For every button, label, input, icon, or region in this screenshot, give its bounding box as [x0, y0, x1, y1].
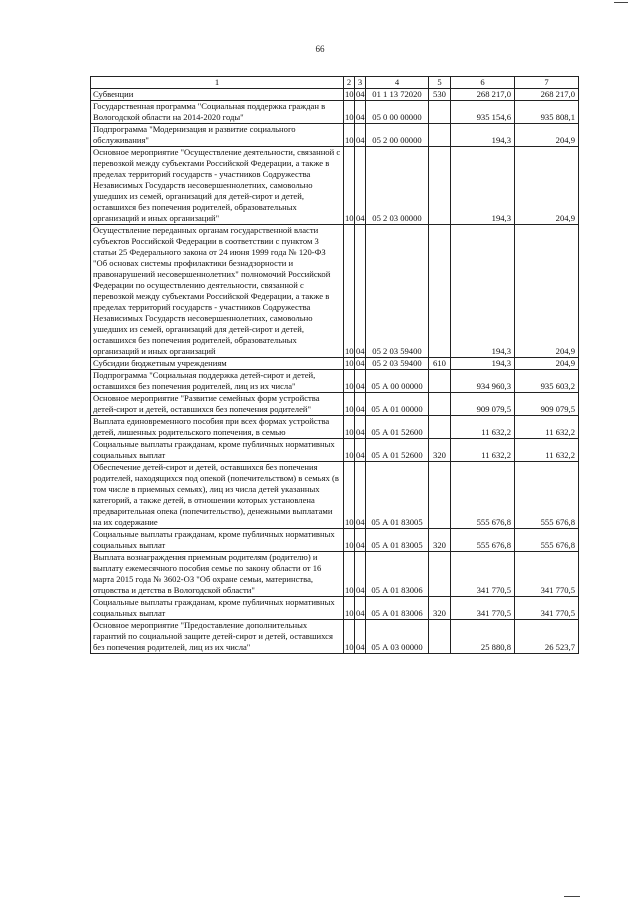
header-col-5: 5 [429, 77, 451, 89]
table-row [91, 439, 579, 462]
cell-target-article: 05 А 01 52600 [366, 416, 429, 439]
cell-expense-type [429, 620, 451, 654]
cell-target-article: 05 А 01 83005 [366, 462, 429, 529]
cell-target-article: 05 0 00 00000 [366, 101, 429, 124]
cell-target-article: 05 2 03 59400 [366, 358, 429, 370]
cell-target-article: 05 А 01 00000 [366, 393, 429, 416]
cell-amount-year2: 11 632,2 [515, 416, 579, 439]
cell-target-article: 05 А 01 52600 [366, 439, 429, 462]
cell-amount-year1: 555 676,8 [451, 462, 515, 529]
cell-subsection: 04 [355, 147, 366, 225]
cell-amount-year1: 341 770,5 [451, 552, 515, 597]
cell-section: 10 [344, 462, 355, 529]
table-row [91, 393, 579, 416]
cell-amount-year1: 194,3 [451, 124, 515, 147]
cell-expense-type [429, 552, 451, 597]
cell-target-article: 05 А 01 83006 [366, 597, 429, 620]
cell-amount-year1: 909 079,5 [451, 393, 515, 416]
cell-expense-type: 320 [429, 529, 451, 552]
cell-section: 10 [344, 620, 355, 654]
cell-section: 10 [344, 439, 355, 462]
cell-name: Государственная программа "Социальная поддержка граждан в Вологодской области на 2014-2020 годы" [91, 101, 344, 124]
cell-expense-type [429, 225, 451, 358]
header-col-4: 4 [366, 77, 429, 89]
scan-corner-mark-bottom [564, 896, 580, 897]
cell-expense-type [429, 124, 451, 147]
table-row [91, 358, 579, 370]
cell-amount-year1: 935 154,6 [451, 101, 515, 124]
cell-amount-year1: 11 632,2 [451, 416, 515, 439]
cell-subsection: 04 [355, 225, 366, 358]
cell-expense-type [429, 147, 451, 225]
cell-section: 10 [345, 358, 354, 368]
cell-name: Субвенции [91, 89, 344, 101]
cell-expense-type [429, 101, 451, 124]
cell-amount-year1: 194,3 [451, 147, 515, 225]
cell-expense-type: 320 [429, 597, 451, 620]
cell-section: 10 [344, 147, 355, 225]
table-row [91, 124, 579, 147]
cell-name: Социальные выплаты гражданам, кроме публичных нормативных социальных выплат [91, 439, 344, 462]
cell-expense-type: 530 [429, 89, 451, 101]
cell-expense-type: 610 [429, 358, 451, 370]
cell-expense-type [429, 462, 451, 529]
header-row [91, 77, 579, 89]
cell-section: 10 [344, 393, 355, 416]
cell-section: 10 [344, 529, 355, 552]
table-row [91, 101, 579, 124]
cell-expense-type [429, 416, 451, 439]
cell-amount-year2: 935 603,2 [515, 370, 579, 393]
cell-section: 10 [344, 597, 355, 620]
cell-subsection: 04 [355, 416, 366, 439]
cell-section: 10 [345, 89, 354, 99]
cell-name: Социальные выплаты гражданам, кроме публичных нормативных социальных выплат [91, 597, 344, 620]
cell-target-article: 05 А 01 83006 [366, 552, 429, 597]
cell-amount-year2: 341 770,5 [515, 552, 579, 597]
table-row [91, 89, 579, 101]
cell-name: Осуществление переданных органам государственной власти субъектов Российской Федерации в соответствии с пунктом 3 статьи 25 Федерального закона от 24 июня 1999 года № 120-ФЗ "Об основах системы профилактики безнадзорности и правонарушений несовершеннолетних" полномочий Российской Федерации по осуществлению деятельности, связанной с перевозкой между субъектами Российской Федерации, а также в пределах территорий государств - участников Содружества Независимых Государств несовершеннолетних, самовольно ушедших из семей, организаций для детей-сирот и детей, оставшихся без попечения родителей, образовательных организаций и иных организаций [91, 225, 344, 358]
cell-expense-type [429, 370, 451, 393]
cell-amount-year2: 341 770,5 [515, 597, 579, 620]
cell-amount-year1: 341 770,5 [451, 597, 515, 620]
header-col-6: 6 [451, 77, 515, 89]
header-col-2: 2 [344, 77, 355, 89]
cell-section: 10 [344, 416, 355, 439]
cell-expense-type: 320 [429, 439, 451, 462]
cell-amount-year2: 268 217,0 [515, 89, 579, 101]
header-col-1: 1 [91, 77, 344, 89]
table-row [91, 620, 579, 654]
table-row [91, 370, 579, 393]
cell-subsection: 04 [355, 552, 366, 597]
cell-subsection: 04 [356, 89, 365, 99]
cell-subsection: 04 [355, 101, 366, 124]
scan-corner-mark-top [614, 2, 628, 3]
cell-amount-year1: 555 676,8 [451, 529, 515, 552]
cell-amount-year2: 555 676,8 [515, 529, 579, 552]
cell-target-article: 05 А 01 83005 [366, 529, 429, 552]
cell-subsection: 04 [355, 393, 366, 416]
cell-name: Основное мероприятие "Предоставление дополнительных гарантий по социальной защите детей-сирот и детей, оставшихся без попечения родителей, лиц из их числа" [91, 620, 344, 654]
cell-amount-year2: 935 808,1 [515, 101, 579, 124]
cell-amount-year1: 934 960,3 [451, 370, 515, 393]
cell-name: Основное мероприятие "Осуществление деятельности, связанной с перевозкой между субъектами Российской Федерации, а также в пределах территорий государств - участников Содружества Независимых Государств несовершеннолетних, самовольно ушедших из семей, организаций для детей-сирот и детей, оставшихся без попечения родителей, образовательных организаций и иных организаций" [91, 147, 344, 225]
cell-amount-year1: 11 632,2 [451, 439, 515, 462]
cell-section: 10 [344, 225, 355, 358]
cell-target-article: 05 А 03 00000 [366, 620, 429, 654]
cell-subsection: 04 [355, 529, 366, 552]
cell-subsection: 04 [356, 358, 365, 368]
cell-expense-type [429, 393, 451, 416]
cell-name: Субсидии бюджетным учреждениям [91, 358, 344, 370]
cell-section: 10 [344, 124, 355, 147]
cell-subsection: 04 [355, 370, 366, 393]
cell-name: Выплата единовременного пособия при всех формах устройства детей, лишенных родительского попечения, в семью [91, 416, 344, 439]
cell-target-article: 05 А 00 00000 [366, 370, 429, 393]
header-col-3: 3 [355, 77, 366, 89]
cell-amount-year2: 204,9 [515, 358, 579, 370]
cell-amount-year2: 11 632,2 [515, 439, 579, 462]
cell-name: Социальные выплаты гражданам, кроме публичных нормативных социальных выплат [91, 529, 344, 552]
table-row [91, 147, 579, 225]
cell-section: 10 [344, 101, 355, 124]
cell-name: Обеспечение детей-сирот и детей, оставшихся без попечения родителей, находящихся под опекой (попечительством) в семьях (в том числе в приемных семьях), лиц из числа детей указанных категорий, а также детей, в отношении которых установлена предварительная опека (попечительство), денежными выплатами на их содержание [91, 462, 344, 529]
table-row [91, 552, 579, 597]
cell-target-article: 01 1 13 72020 [366, 89, 429, 101]
cell-section: 10 [344, 552, 355, 597]
cell-subsection: 04 [355, 439, 366, 462]
table-row [91, 225, 579, 358]
cell-amount-year1: 268 217,0 [451, 89, 515, 101]
cell-amount-year1: 194,3 [451, 225, 515, 358]
table-row [91, 416, 579, 439]
table-row [91, 462, 579, 529]
cell-target-article: 05 2 03 59400 [366, 225, 429, 358]
cell-name: Основное мероприятие "Развитие семейных форм устройства детей-сирот и детей, оставшихся без попечения родителей" [91, 393, 344, 416]
cell-name: Выплата вознаграждения приемным родителям (родителю) и выплату ежемесячного пособия семье по закону области от 16 марта 2015 года № 3602-ОЗ "Об охране семьи, материнства, отцовства и детства в Вологодской области" [91, 552, 344, 597]
cell-amount-year1: 25 880,8 [451, 620, 515, 654]
cell-amount-year2: 204,9 [515, 124, 579, 147]
page-number: 66 [315, 44, 325, 54]
cell-subsection: 04 [355, 462, 366, 529]
table-row [91, 529, 579, 552]
budget-table [90, 76, 579, 654]
cell-subsection: 04 [355, 620, 366, 654]
cell-target-article: 05 2 00 00000 [366, 124, 429, 147]
cell-name: Подпрограмма "Модернизация и развитие социального обслуживания" [91, 124, 344, 147]
cell-amount-year2: 909 079,5 [515, 393, 579, 416]
header-col-7: 7 [515, 77, 579, 89]
cell-name: Подпрограмма "Социальная поддержка детей-сирот и детей, оставшихся без попечения родителей, лиц из их числа" [91, 370, 344, 393]
cell-amount-year2: 204,9 [515, 225, 579, 358]
cell-amount-year2: 555 676,8 [515, 462, 579, 529]
cell-target-article: 05 2 03 00000 [366, 147, 429, 225]
cell-amount-year2: 26 523,7 [515, 620, 579, 654]
cell-section: 10 [344, 370, 355, 393]
table-row [91, 597, 579, 620]
cell-amount-year2: 204,9 [515, 147, 579, 225]
cell-subsection: 04 [355, 124, 366, 147]
cell-subsection: 04 [355, 597, 366, 620]
cell-amount-year1: 194,3 [451, 358, 515, 370]
